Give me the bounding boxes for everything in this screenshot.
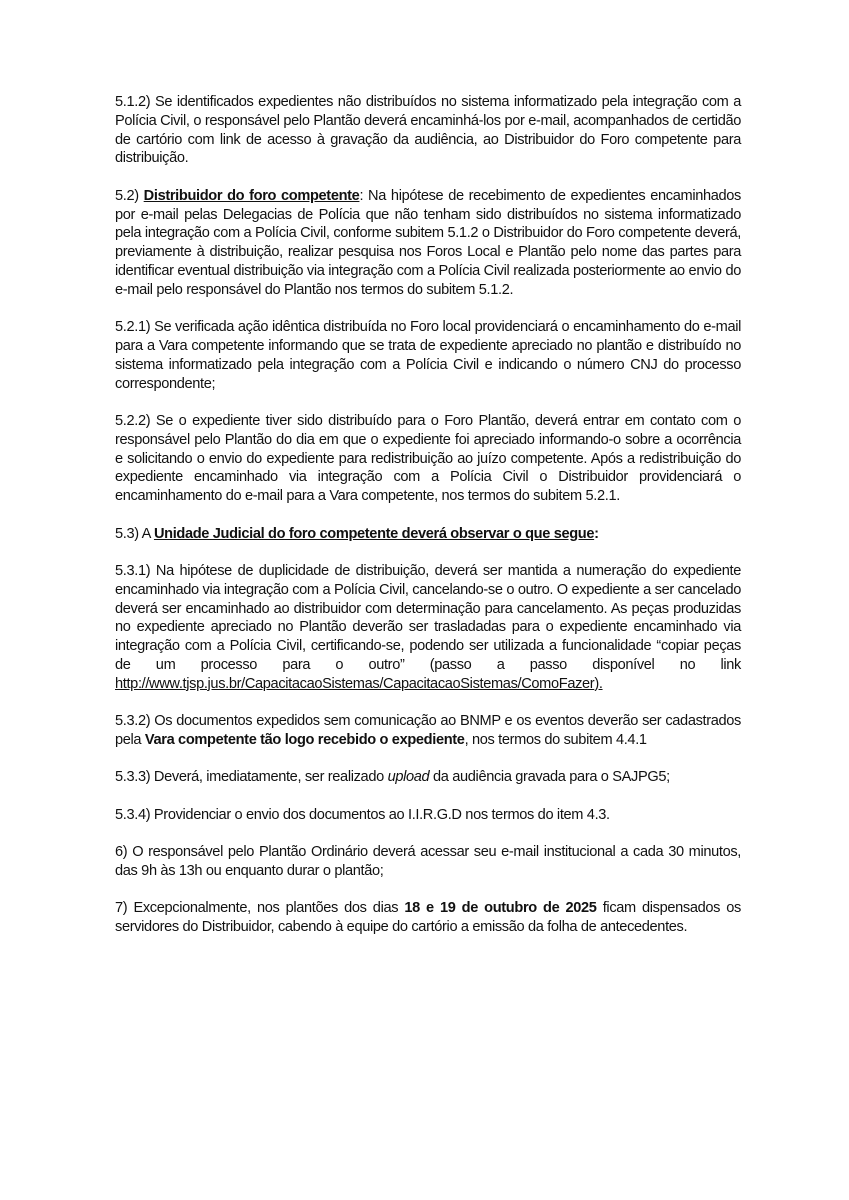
paragraph-5-2	[115, 187, 741, 300]
paragraph-text-end: ficam dispensados os servidores do Distribuidor, cabendo à equipe do cartório a emissão da folha de antecedentes.	[115, 900, 741, 936]
capacitacao-link[interactable]: http://www.tjsp.jus.br/CapacitacaoSistemas/CapacitacaoSistemas/ComoFazer	[115, 675, 595, 692]
section-heading: Distribuidor do foro competente	[143, 187, 360, 204]
paragraph-text: 5.2.2) Se o expediente tiver sido distribuído para o Foro Plantão, deverá entrar em contato com o responsável pelo Plantão do dia em que o expediente foi apreciado informando-o sobre a ocorrência e solicitando o envio do expediente para redistribuição ao juízo competente. Após a redistribuição do expediente encaminhado via integração com a Polícia Civil o Distribuidor providenciará o encaminhamento do e-mail para a Vara competente, nos termos do subitem 5.2.1.	[115, 412, 741, 505]
paragraph-text: 5.3.4) Providenciar o envio dos documentos ao I.I.R.G.D nos termos do item 4.3.	[115, 806, 610, 823]
paragraph-text: 7) Excepcionalmente, nos plantões dos dias	[115, 900, 405, 917]
paragraph-5-3-1	[115, 562, 741, 694]
paragraph-5-2-2	[115, 412, 741, 506]
paragraph-number: 5.2)	[115, 187, 144, 204]
paragraph-6	[115, 843, 741, 881]
section-heading: Unidade Judicial do foro competente deverá observar o que segue	[153, 525, 595, 542]
paragraph-text: 5.2.1) Se verificada ação idêntica distribuída no Foro local providenciará o encaminhamento do e-mail para a Vara competente informando que se trata de expediente apreciado no plantão e distribuído no sistema informatizado pela integração com a Polícia Civil e indicando o número CNJ do processo correspondente;	[115, 319, 741, 392]
paragraph-5-3-3	[115, 768, 741, 787]
paragraph-text: 5.1.2) Se identificados expedientes não distribuídos no sistema informatizado pela integração com a Polícia Civil, o responsável pelo Plantão deverá encaminhá-los por e-mail, acompanhados de certidão de cartório com link de acesso à gravação da audiência, ao Distribuidor do Foro competente para distribuição.	[115, 94, 741, 167]
paragraph-text: 6) O responsável pelo Plantão Ordinário deverá acessar seu e-mail institucional a cada 30 minutos, das 9h às 13h ou enquanto durar o plantão;	[115, 844, 741, 879]
paragraph-5-2-1	[115, 318, 741, 393]
paragraph-text: 5.3.1) Na hipótese de duplicidade de distribuição, deverá ser mantida a numeração do expediente encaminhado via integração com a Polícia Civil, cancelando-se o outro. O expediente a ser cancelado deverá ser encaminhado ao distribuidor com determinação para cancelamento. As peças produzidas no expediente apreciado no Plantão deverão ser trasladadas para o expediente encaminhado via integração com a Polícia Civil, certificando-se, podendo ser utilizada a funcionalidade “copiar peças de um processo para o outro” (passo a passo disponível no link	[115, 562, 741, 673]
bold-dates: 18 e 19 de outubro de 2025	[404, 900, 597, 917]
paragraph-5-1-2	[115, 93, 741, 168]
heading-colon: :	[594, 525, 599, 542]
paragraph-text: : Na hipótese de recebimento de expedientes encaminhados por e-mail pelas Delegacias de Polícia que não tenham sido distribuídos no sistema informatizado pela integração com a Polícia Civil, conforme subitem 5.1.2 o Distribuidor do Foro competente deverá, previamente à distribuição, realizar pesquisa nos Foros Local e Plantão pelo nome das partes para identificar eventual distribuição via integração com a Polícia Civil realizada posteriormente ao envio do e-mail pelo responsável do Plantão nos termos do subitem 5.1.2.	[115, 187, 741, 298]
paragraph-text: 5.3.2) Os documentos expedidos sem comunicação ao BNMP e os eventos deverão ser cadastrados pela	[115, 713, 741, 748]
link-suffix: ).	[594, 675, 603, 692]
paragraph-5-3	[115, 525, 741, 544]
paragraph-text: 5.3.3) Deverá, imediatamente, ser realizado	[115, 769, 388, 786]
paragraph-5-3-2	[115, 712, 741, 750]
paragraph-text-end: , nos termos do subitem 4.4.1	[464, 731, 647, 748]
bold-emphasis: Vara competente tão logo recebido o expediente	[144, 731, 465, 748]
paragraph-5-3-4	[115, 806, 741, 825]
italic-term: upload	[387, 769, 430, 786]
document-page	[115, 93, 741, 955]
paragraph-number: 5.3) A	[115, 525, 154, 542]
paragraph-7	[115, 899, 741, 937]
paragraph-text-end: da audiência gravada para o SAJPG5;	[429, 769, 670, 786]
